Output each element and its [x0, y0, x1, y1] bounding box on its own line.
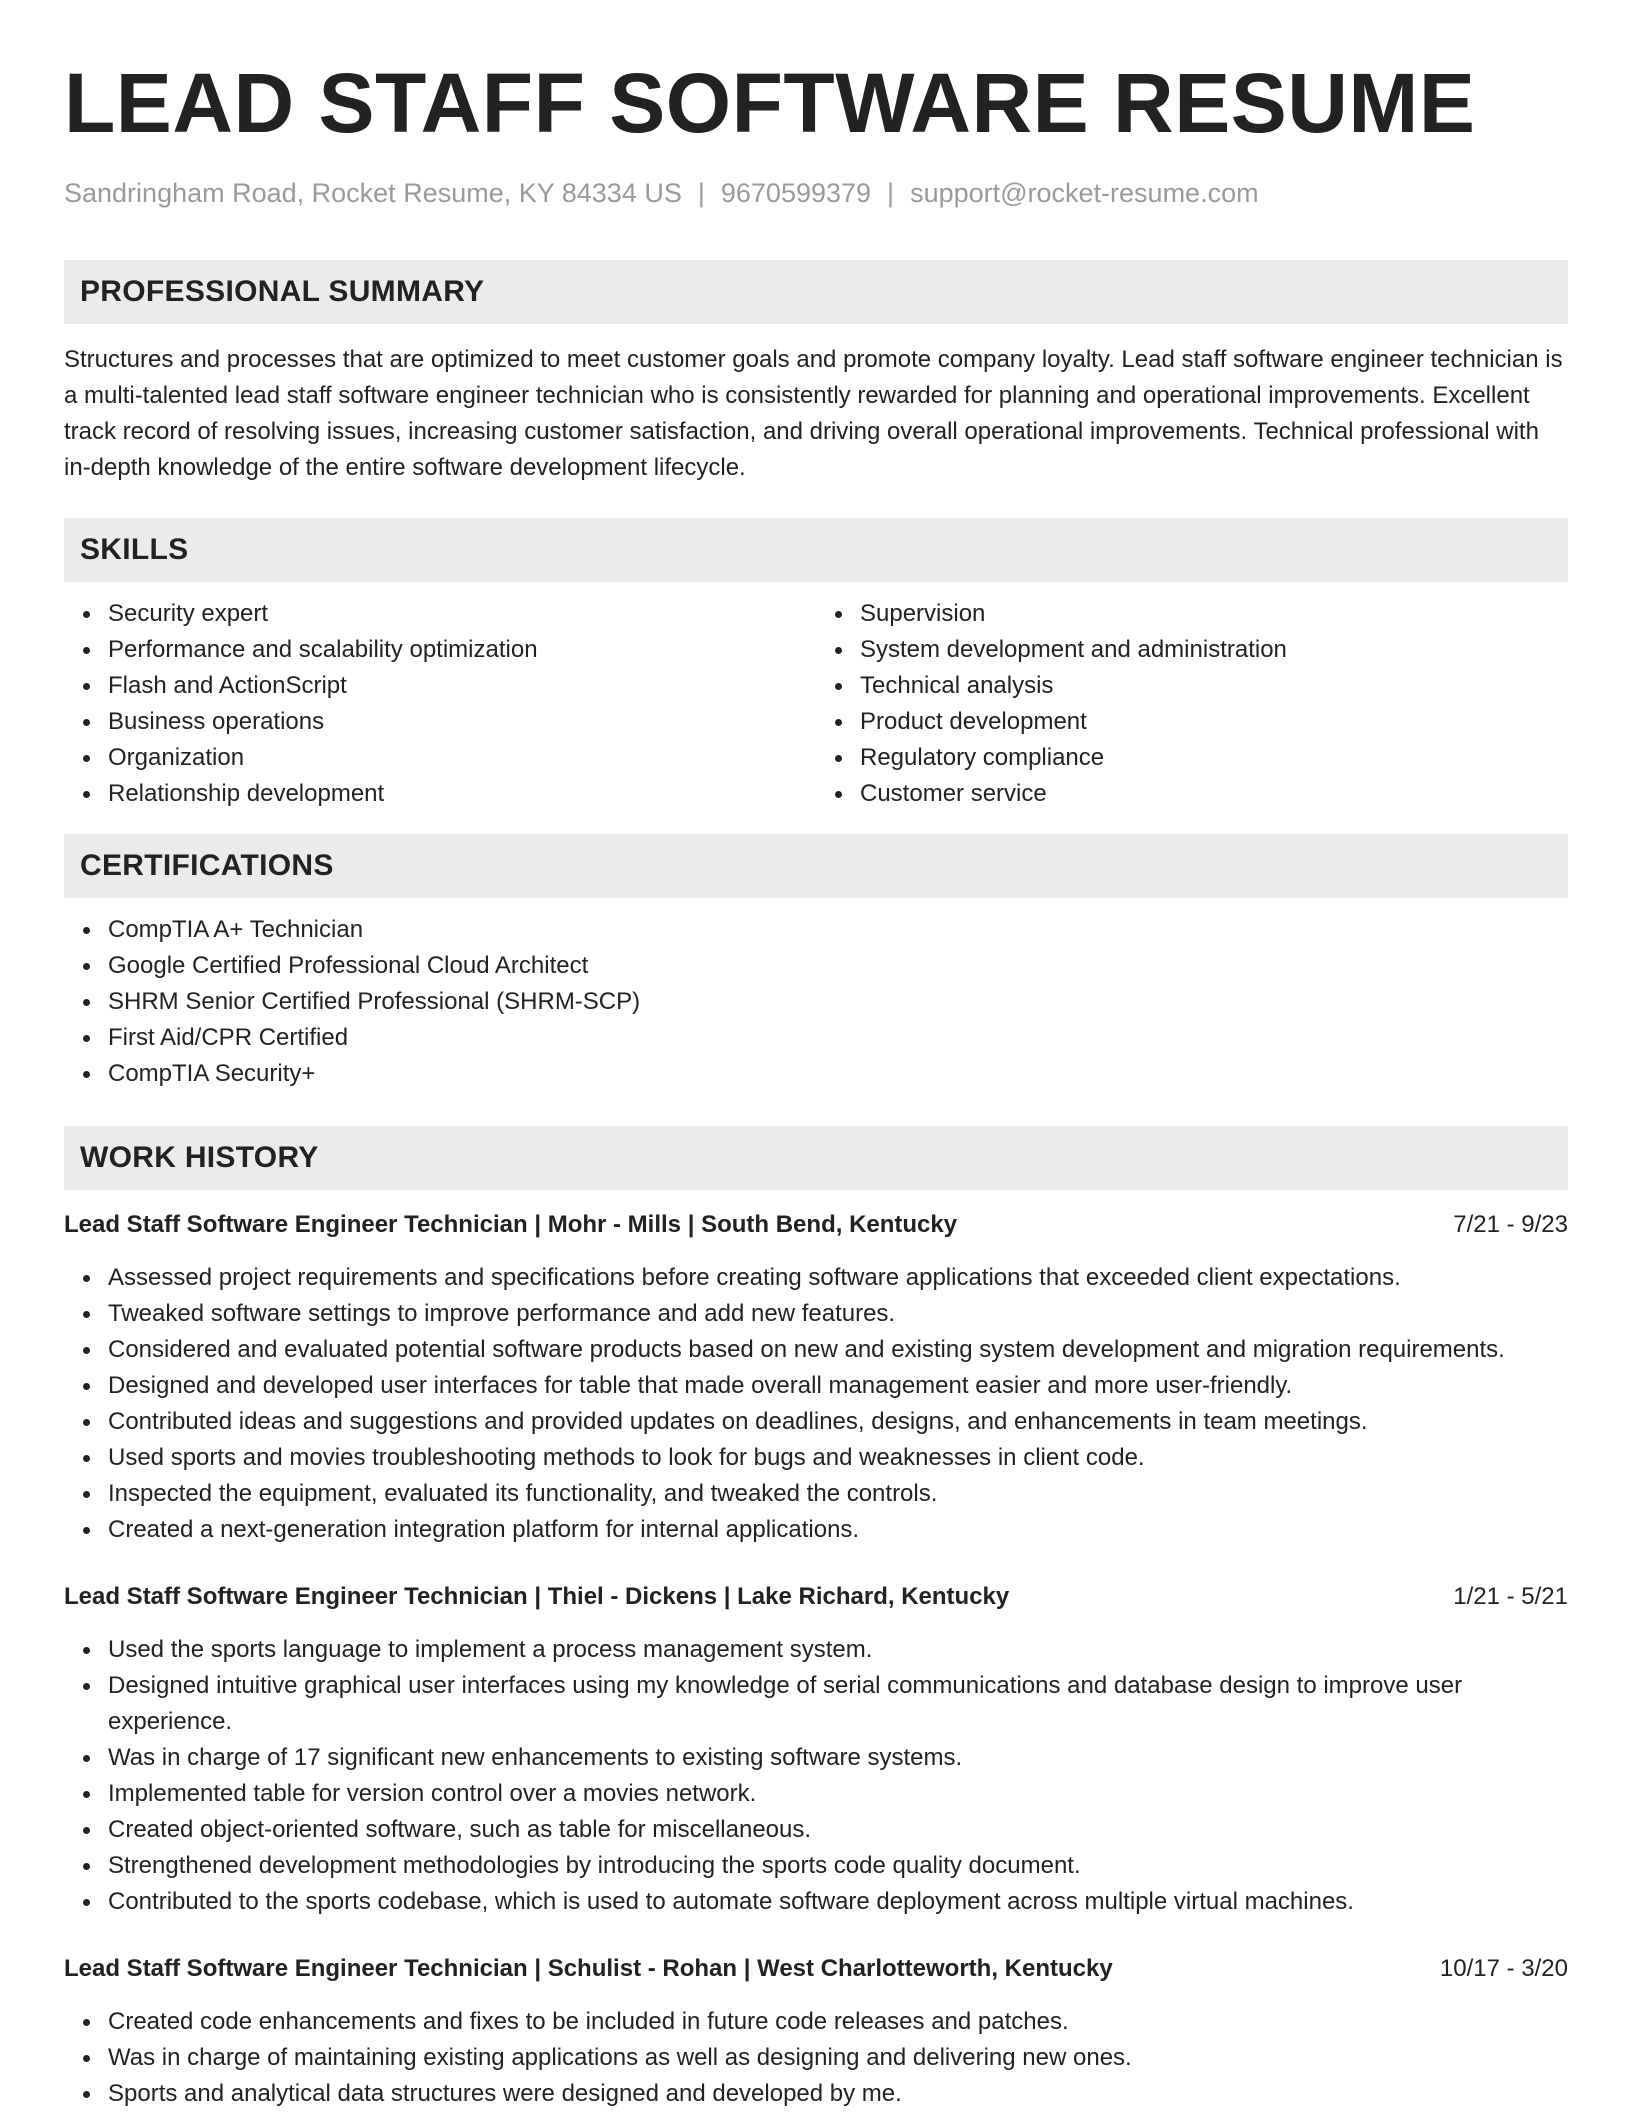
skill-item: Supervision — [860, 596, 1568, 632]
skill-item: Flash and ActionScript — [108, 668, 816, 704]
section-header-professional-summary: PROFESSIONAL SUMMARY — [64, 260, 1568, 324]
job-title: Lead Staff Software Engineer Technician | Mohr - Mills | South Bend, Kentucky — [64, 1211, 958, 1238]
resume-title: LEAD STAFF SOFTWARE RESUME — [64, 56, 1476, 150]
job-bullet: Considered and evaluated potential software products based on new and existing system development and migration requirements. — [108, 1332, 1568, 1368]
job-bullet: Implemented table for version control over a movies network. — [108, 1776, 1568, 1812]
job-bullet: Was in charge of 17 significant new enhancements to existing software systems. — [108, 1740, 1568, 1776]
certification-item: CompTIA A+ Technician — [108, 912, 1568, 948]
contact-address: Sandringham Road, Rocket Resume, KY 84334 US — [64, 178, 682, 208]
skill-item: Product development — [860, 704, 1568, 740]
job-bullet: Created a next-generation integration platform for internal applications. — [108, 1512, 1568, 1548]
skills-list-left — [64, 596, 816, 812]
section-header-certifications: CERTIFICATIONS — [64, 834, 1568, 898]
job-title: Lead Staff Software Engineer Technician | Thiel - Dickens | Lake Richard, Kentucky — [64, 1583, 1010, 1610]
certifications-list — [64, 912, 1568, 1092]
job-dates: 10/17 - 3/20 — [1439, 1955, 1568, 1982]
job-bullet: Used the sports language to implement a process management system. — [108, 1632, 1568, 1668]
job-bullet: Designed and developed user interfaces for table that made overall management easier and more user-friendly. — [108, 1368, 1568, 1404]
job-dates: 7/21 - 9/23 — [1453, 1211, 1568, 1238]
job-header — [64, 1580, 1568, 1614]
job-bullet: Sports and analytical data structures were designed and developed by me. — [108, 2076, 1568, 2112]
skill-item: Organization — [108, 740, 816, 776]
section-header-skills: SKILLS — [64, 518, 1568, 582]
job-header — [64, 1208, 1568, 1242]
certification-item: First Aid/CPR Certified — [108, 1020, 1568, 1056]
job-header — [64, 1952, 1568, 1986]
job-entry — [64, 1580, 1568, 1920]
job-bullet: Used sports and movies troubleshooting methods to look for bugs and weaknesses in client code. — [108, 1440, 1568, 1476]
skill-item: Security expert — [108, 596, 816, 632]
certification-item: Google Certified Professional Cloud Architect — [108, 948, 1568, 984]
job-bullet: Assessed project requirements and specifications before creating software applications that exceeded client expectations. — [108, 1260, 1568, 1296]
certification-item: SHRM Senior Certified Professional (SHRM-SCP) — [108, 984, 1568, 1020]
job-bullet-list — [64, 2004, 1568, 2112]
job-bullet: Contributed ideas and suggestions and provided updates on deadlines, designs, and enhancements in team meetings. — [108, 1404, 1568, 1440]
job-entry — [64, 1952, 1568, 2112]
job-bullet: Inspected the equipment, evaluated its functionality, and tweaked the controls. — [108, 1476, 1568, 1512]
job-bullet: Tweaked software settings to improve performance and add new features. — [108, 1296, 1568, 1332]
professional-summary-text: Structures and processes that are optimized to meet customer goals and promote company loyalty. Lead staff software engineer technician is a multi-talented lead staff software engineer technician who is consistently rewarded for planning and operational improvements. Excellent track record of resolving issues, increasing customer satisfaction, and driving overall operational improvements. Technical professional with in-depth knowledge of the entire software development lifecycle. — [64, 346, 1563, 481]
job-bullet: Strengthened development methodologies by introducing the sports code quality document. — [108, 1848, 1568, 1884]
skill-item: System development and administration — [860, 632, 1568, 668]
certification-item: CompTIA Security+ — [108, 1056, 1568, 1092]
job-bullet: Created code enhancements and fixes to be included in future code releases and patches. — [108, 2004, 1568, 2040]
contact-separator: | — [887, 178, 895, 208]
job-bullet-list — [64, 1632, 1568, 1920]
resume-content — [64, 58, 1568, 2112]
job-bullet: Created object-oriented software, such as table for miscellaneous. — [108, 1812, 1568, 1848]
skill-item: Regulatory compliance — [860, 740, 1568, 776]
skill-item: Customer service — [860, 776, 1568, 812]
skill-item: Performance and scalability optimization — [108, 632, 816, 668]
section-header-work-history: WORK HISTORY — [64, 1126, 1568, 1190]
skill-item: Technical analysis — [860, 668, 1568, 704]
job-bullet: Contributed to the sports codebase, which is used to automate software deployment across multiple virtual machines. — [108, 1884, 1568, 1920]
contact-separator: | — [697, 178, 705, 208]
contact-email[interactable]: support@rocket-resume.com — [910, 178, 1259, 208]
job-dates: 1/21 - 5/21 — [1453, 1583, 1568, 1610]
job-bullet: Designed intuitive graphical user interfaces using my knowledge of serial communications and database design to improve user experience. — [108, 1668, 1568, 1740]
job-bullet-list — [64, 1260, 1568, 1548]
skill-item: Business operations — [108, 704, 816, 740]
job-entry — [64, 1208, 1568, 1548]
skills-list-right — [816, 596, 1568, 812]
skills-columns — [64, 596, 1568, 812]
job-title: Lead Staff Software Engineer Technician | Schulist - Rohan | West Charlotteworth, Kentucky — [64, 1955, 1113, 1982]
contact-phone: 9670599379 — [720, 178, 872, 208]
contact-line — [64, 176, 1568, 210]
job-bullet: Was in charge of maintaining existing applications as well as designing and delivering new ones. — [108, 2040, 1568, 2076]
skill-item: Relationship development — [108, 776, 816, 812]
